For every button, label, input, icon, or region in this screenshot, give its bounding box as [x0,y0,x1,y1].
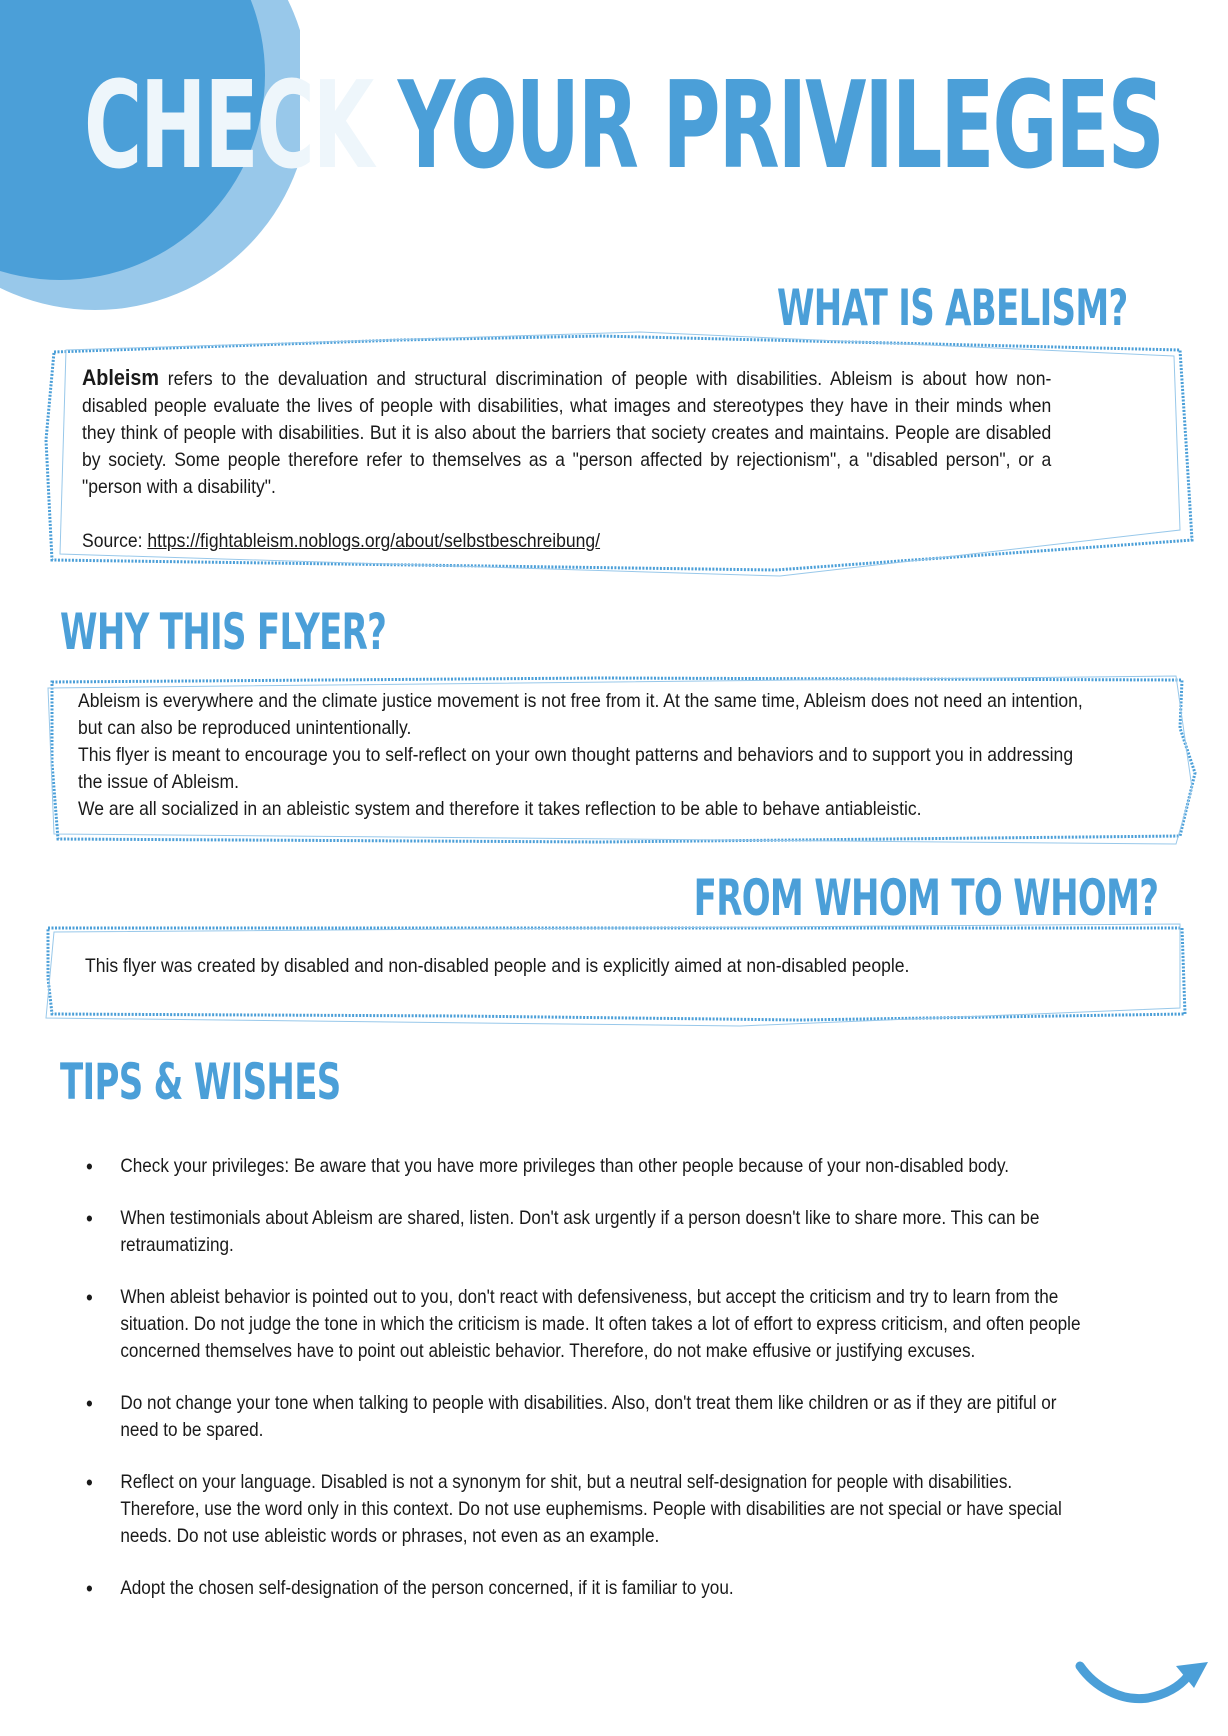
abelism-content [82,364,1051,555]
why-line-2: This flyer is meant to encourage you to self-reflect on your own thought patterns and behaviors and to support you in addressing the issue of Ableism. [78,744,1074,793]
heading-why-this-flyer: WHY THIS FLYER? [60,603,387,661]
tip-text: When ableist behavior is pointed out to you, don't react with defensiveness, but accept the criticism and try to learn from the situation. Do not judge the tone in which the criticism is made. It often takes a lot of effort to express criticism, and often people concerned themselves have to point out ableistic behavior. Therefore, do not make effusive or justifying excuses. [120,1286,1081,1362]
abelism-term: Ableism [82,365,160,390]
list-item [86,1284,1089,1365]
whom-text: This flyer was created by disabled and non-disabled people and is explicitly aimed at non-disabled people. [85,955,910,977]
abelism-text: refers to the devaluation and structural discrimination of people with disabilities. Ableism is about how non-disabled people evaluate the lives of people with disabilities, what images and stereotypes they have in their minds when they think of people with disabilities. But it is also about the barriers that society creates and maintains. People are disabled by society. Some people therefore refer to themselves as a "person affected by rejectionism", a "disabled person", or a "person with a disability". [82,368,1052,498]
abelism-box [40,330,1200,585]
list-item [86,1469,1089,1550]
title-word-check: CHECK [84,57,373,196]
source-link[interactable]: https://fightableism.noblogs.org/about/selbstbeschreibung/ [147,530,601,552]
why-content [78,688,1091,823]
tips-list [86,1153,1089,1627]
list-item [86,1390,1089,1444]
bullet: • [86,1576,93,1601]
tip-text: Check your privileges: Be aware that you have more privileges than other people because of your non-disabled body. [120,1155,1010,1177]
heading-what-is-abelism: WHAT IS ABELISM? [777,279,1128,337]
tip-text: Reflect on your language. Disabled is not a synonym for shit, but a neutral self-designation for people with disabilities. Therefore, use the word only in this context. Do not use euphemisms. People with disabilities are not special or have special needs. Do not use ableistic words or phrases, not even as an example. [120,1471,1062,1547]
heading-tips-wishes: TIPS & WISHES [60,1053,341,1111]
bullet: • [86,1470,93,1495]
source-label: Source: [82,530,143,552]
heading-from-whom-to-whom: FROM WHOM TO WHOM? [693,869,1158,927]
whom-box [40,918,1205,1028]
why-line-3: We are all socialized in an ableistic system and therefore it takes reflection to be able to behave antiableistic. [78,798,922,820]
list-item [86,1153,1089,1180]
list-item [86,1205,1089,1259]
bullet: • [86,1206,93,1231]
bullet: • [86,1154,93,1179]
curved-arrow-icon[interactable] [1072,1652,1212,1712]
why-box [40,668,1205,848]
whom-content [85,953,1093,980]
tip-text: Do not change your tone when talking to people with disabilities. Also, don't treat them like children or as if they are pitiful or need to be spared. [120,1392,1057,1441]
page-title [84,52,1163,202]
title-word-privileges: YOUR PRIVILEGES [397,57,1163,196]
tip-text: Adopt the chosen self-designation of the person concerned, if it is familiar to you. [120,1577,734,1599]
list-item [86,1575,1089,1602]
tip-text: When testimonials about Ableism are shared, listen. Don't ask urgently if a person doesn't like to share more. This can be retraumatizing. [120,1207,1040,1256]
bullet: • [86,1285,93,1310]
bullet: • [86,1391,93,1416]
why-line-1: Ableism is everywhere and the climate justice movement is not free from it. At the same time, Ableism does not need an intention, but can also be reproduced unintentionally. [78,690,1083,739]
